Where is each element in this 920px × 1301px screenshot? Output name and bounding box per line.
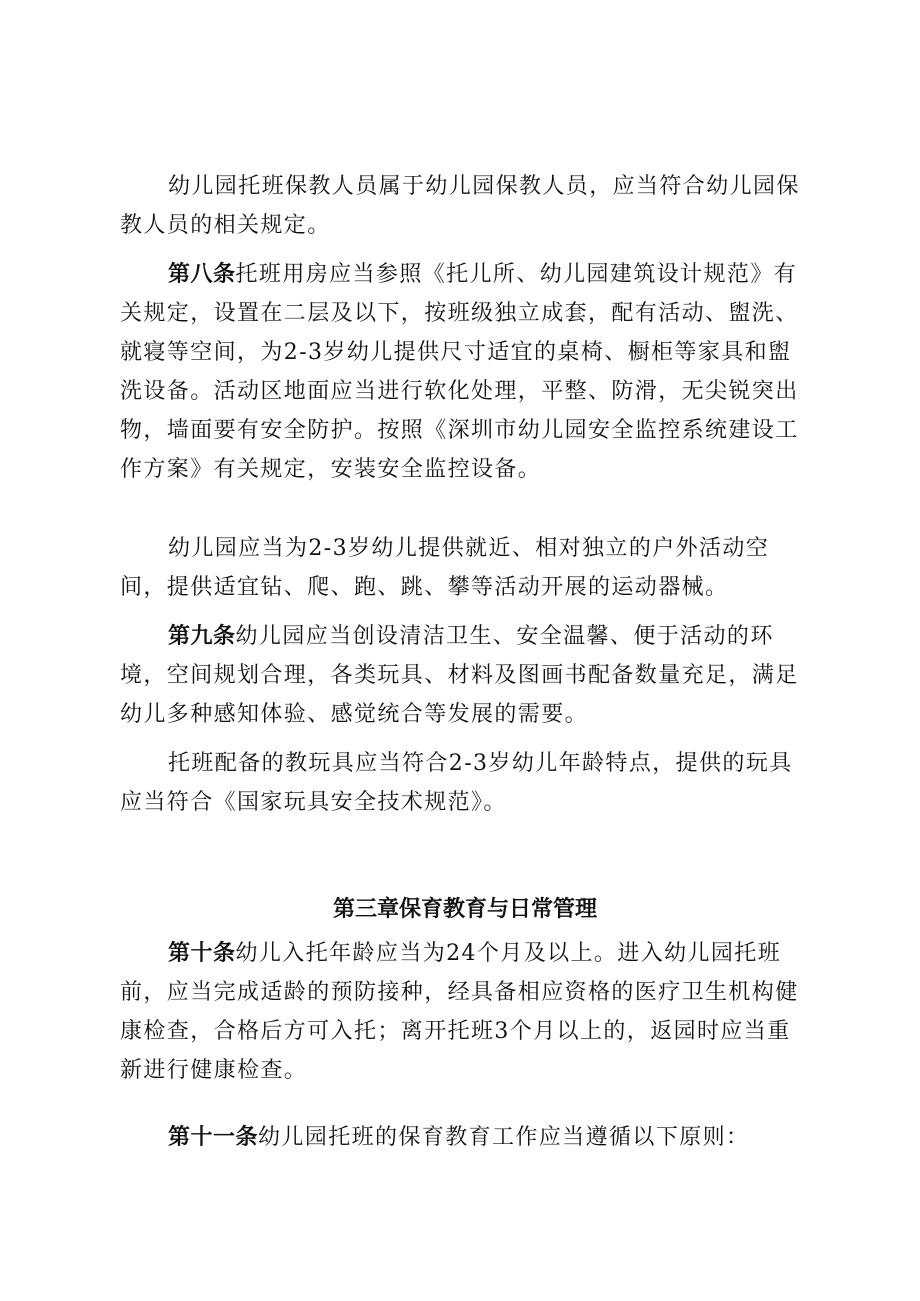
paragraph-text: 幼儿园应当创设清洁卫生、安全温馨、便于活动的环境，空间规划合理，各类玩具、材料及图画书配备数量充足，满足幼儿多种感知体验、感觉统合等发展的需要。 [120,624,799,727]
chapter-title: 第三章保育教育与日常管理 [332,897,597,922]
paragraph-text: 幼儿园托班的保育教育工作应当遵循以下原则： [258,1125,750,1150]
paragraph-article-8 [120,255,810,489]
paragraph-text: 幼儿园托班保教人员属于幼儿园保教人员，应当符合幼儿园保教人员的相关规定。 [120,174,800,238]
paragraph-text: 幼儿园应当为2-3岁幼儿提供就近、相对独立的户外活动空间，提供适宜钻、爬、跑、跳、攀等活动开展的运动器械。 [120,536,770,600]
article-label: 第十一条 [168,1125,259,1150]
paragraph-staff-requirements [120,167,810,245]
article-label: 第九条 [168,624,236,649]
paragraph-outdoor-space [120,529,810,607]
paragraph-article-10 [120,934,810,1090]
article-label: 第八条 [168,262,236,287]
paragraph-text: 托班配备的教玩具应当符合2-3岁幼儿年龄特点，提供的玩具应当符合《国家玩具安全技术规范》。 [120,751,793,815]
paragraph-toys [120,744,810,822]
article-label: 第十条 [168,941,236,966]
paragraph-text: 幼儿入托年龄应当为24个月及以上。进入幼儿园托班前，应当完成适龄的预防接种，经具备相应资格的医疗卫生机构健康检查，合格后方可入托；离开托班3个月以上的，返园时应当重新进行健康检查。 [120,941,799,1083]
paragraph-text: 托班用房应当参照《托儿所、幼儿园建筑设计规范》有关规定，设置在二层及以下，按班级独立成套，配有活动、盥洗、就寝等空间，为2-3岁幼儿提供尺寸适宜的桌椅、橱柜等家具和盥洗设备。活动区地面应当进行软化处理，平整、防滑，无尖锐突出物，墙面要有安全防护。按照《深圳市幼儿园安全监控系统建设工作方案》有关规定，安装安全监控设备。 [120,262,799,482]
paragraph-article-11 [120,1118,810,1157]
paragraph-article-9 [120,617,810,734]
